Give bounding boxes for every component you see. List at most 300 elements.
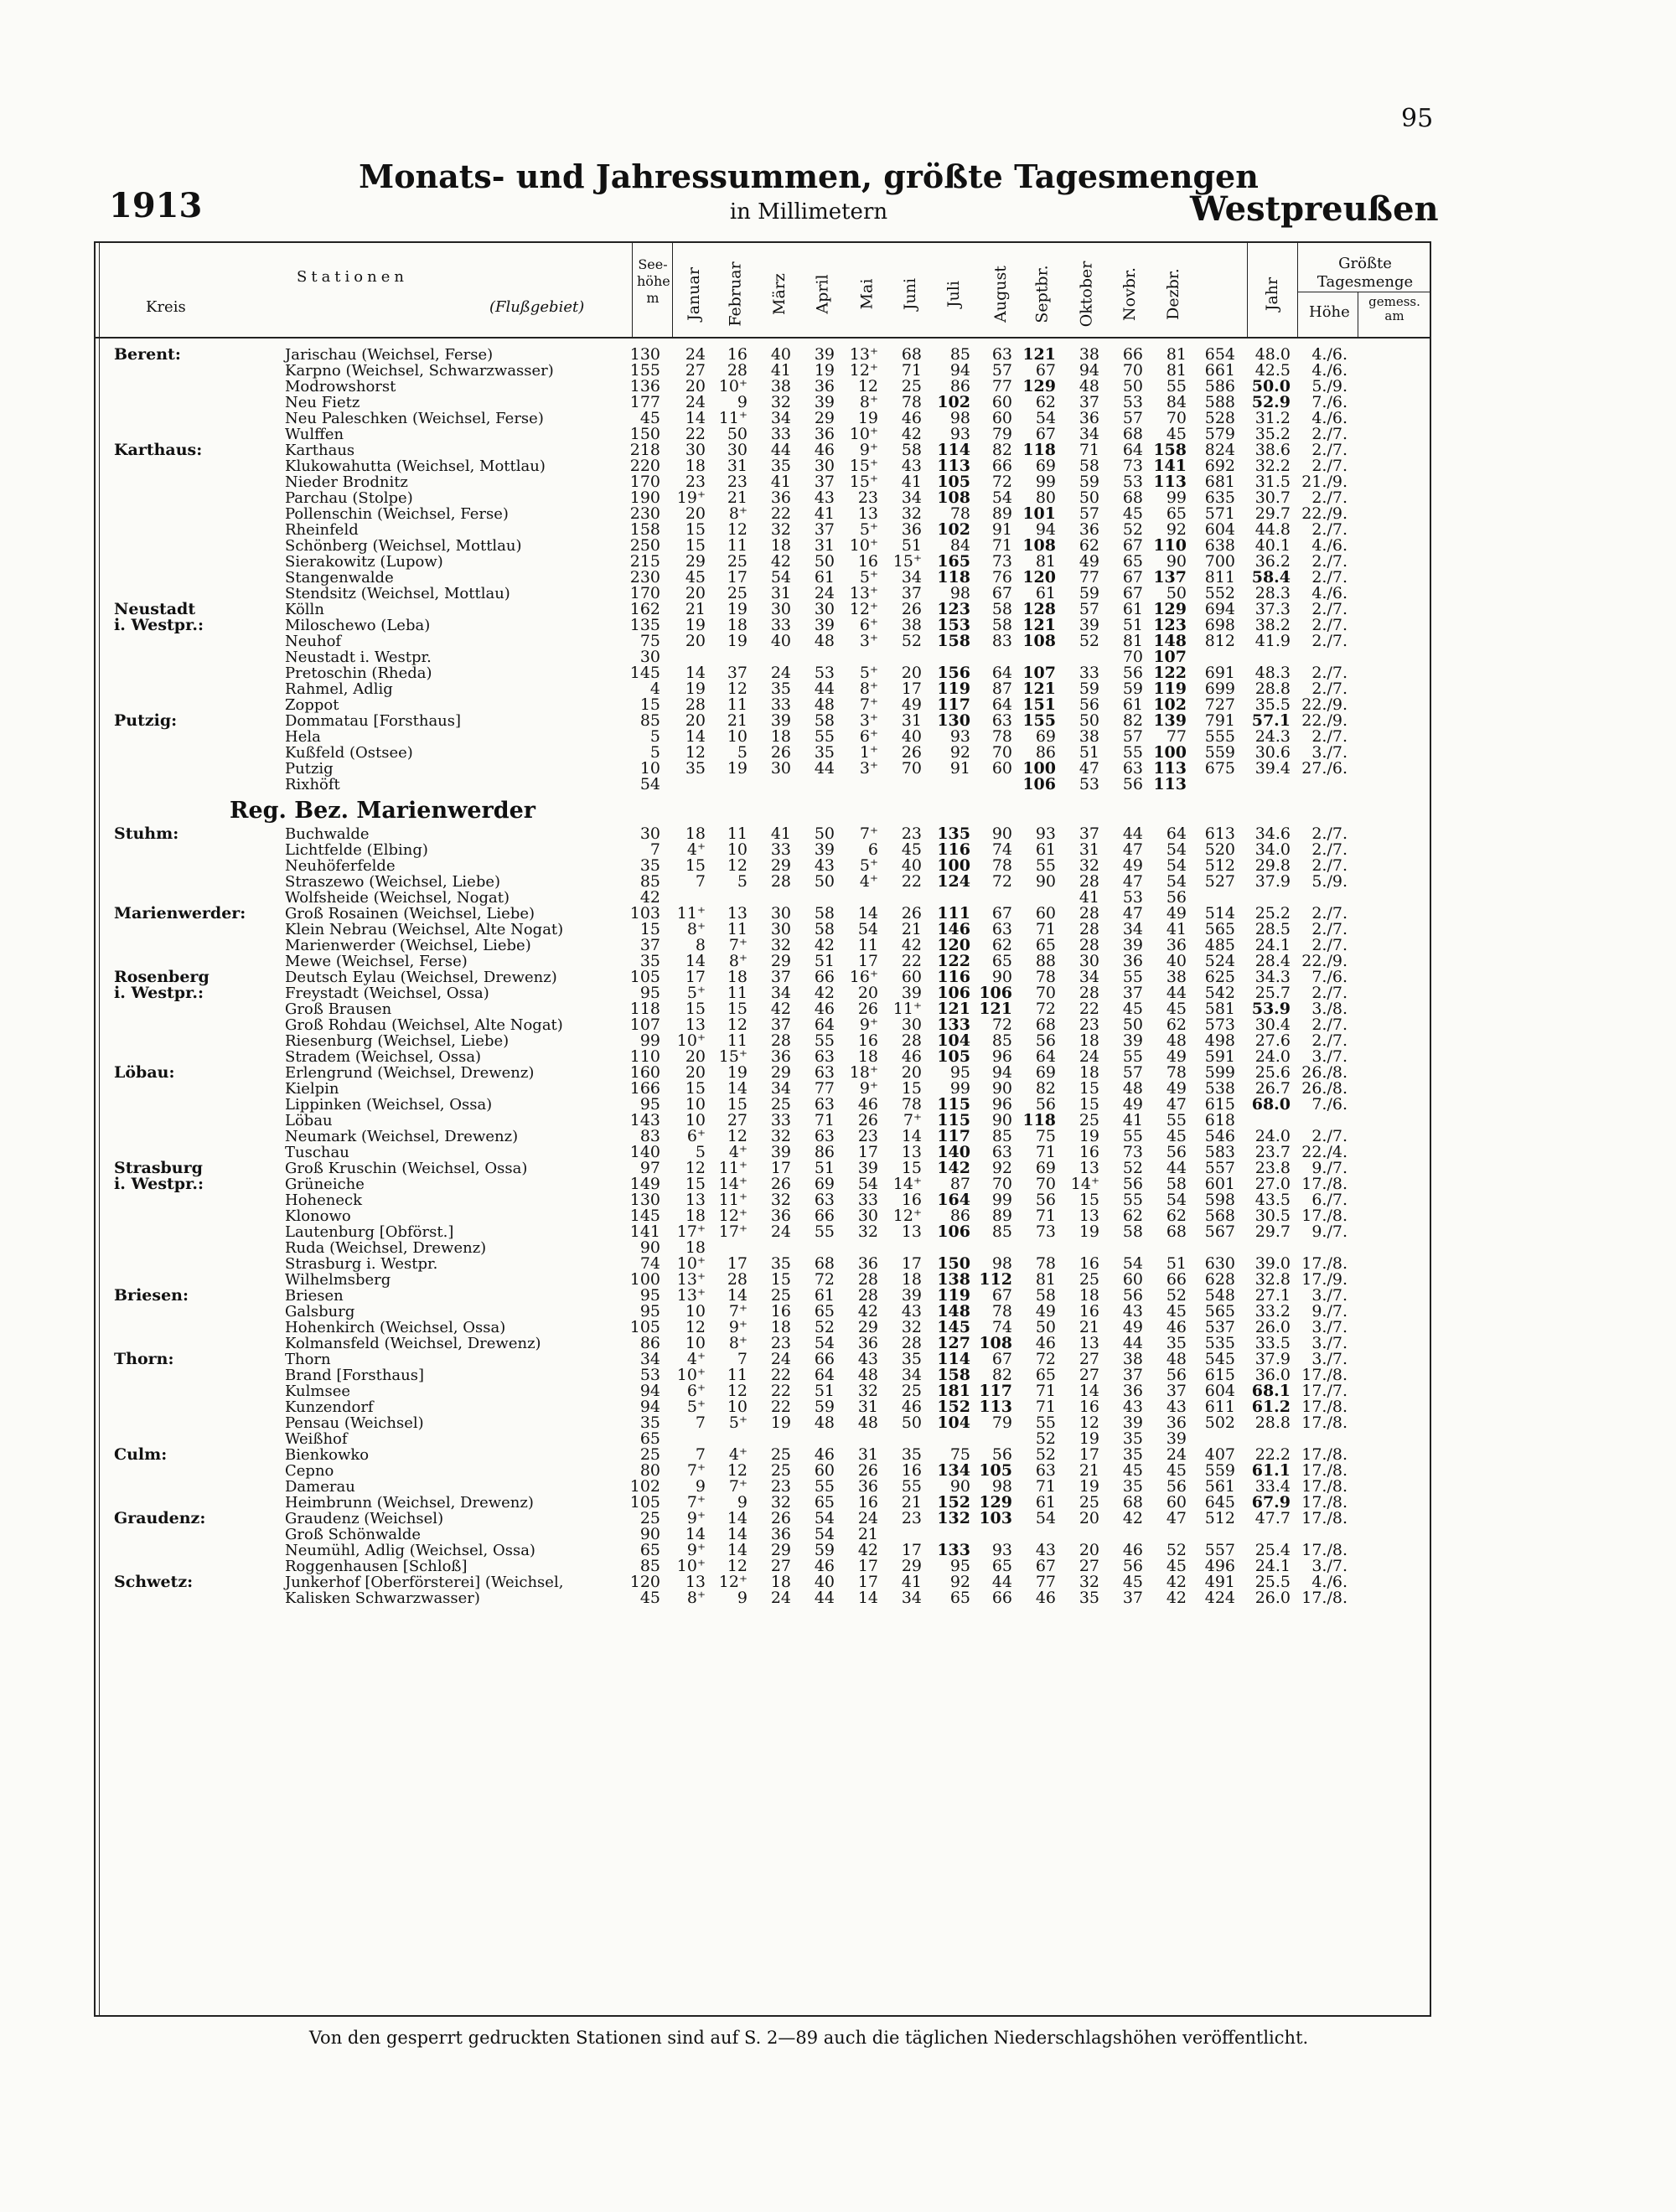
value-cell: 2./7.: [1311, 664, 1348, 682]
value-cell: 18: [770, 1573, 791, 1591]
value-cell: 36: [770, 488, 791, 507]
value-cell: 94: [639, 1398, 660, 1416]
value-cell: 16: [857, 1031, 878, 1050]
header-month: [850, 258, 883, 329]
value-cell: 54: [1035, 409, 1056, 427]
value-cell: 47.7: [1254, 1509, 1291, 1527]
value-cell: 613: [1204, 824, 1235, 843]
value-cell: 105: [979, 1461, 1012, 1480]
value-cell: 55: [814, 727, 835, 746]
value-cell: 45: [901, 840, 922, 859]
value-cell: 83: [991, 632, 1012, 650]
value-cell: 23: [857, 1127, 878, 1145]
value-cell: 22./4.: [1301, 1143, 1348, 1161]
value-cell: 87: [991, 680, 1012, 698]
value-cell: 81: [1035, 1270, 1056, 1289]
value-cell: 34.0: [1254, 840, 1291, 859]
header-year-label: Jahr: [1263, 276, 1282, 311]
value-cell: 17./8.: [1301, 1254, 1348, 1273]
value-cell: 9⁺: [728, 1318, 747, 1336]
value-cell: 17./9.: [1301, 1270, 1348, 1289]
value-cell: 36: [770, 1207, 791, 1225]
value-cell: 15⁺: [718, 1047, 747, 1066]
value-cell: 28.8: [1254, 1414, 1291, 1432]
value-cell: 54: [991, 488, 1012, 507]
value-cell: 35: [770, 1254, 791, 1273]
value-cell: 22./9.: [1301, 952, 1348, 970]
value-cell: 90: [991, 824, 1012, 843]
station-cell: Straszewo (Weichsel, Liebe): [285, 873, 501, 891]
value-cell: 10: [685, 1302, 706, 1320]
value-cell: 121: [1022, 680, 1056, 698]
value-cell: 36: [1166, 1414, 1187, 1432]
value-cell: 44: [814, 1589, 835, 1607]
value-cell: 4⁺: [728, 1143, 747, 1161]
value-cell: 11⁺: [892, 1000, 922, 1018]
value-cell: 15: [1079, 1191, 1099, 1209]
kreis-cell: Marienwerder:: [114, 904, 246, 923]
value-cell: 160: [629, 1063, 660, 1082]
value-cell: 42: [1166, 1589, 1187, 1607]
value-cell: 59: [814, 1541, 835, 1559]
value-cell: 63: [814, 1063, 835, 1082]
value-cell: 645: [1204, 1493, 1235, 1512]
value-cell: 38: [901, 616, 922, 634]
value-cell: 4./6.: [1311, 345, 1348, 364]
value-cell: 158: [1153, 441, 1187, 459]
value-cell: 53: [1079, 775, 1099, 793]
value-cell: 54: [814, 1509, 835, 1527]
value-cell: 61.2: [1251, 1398, 1291, 1416]
value-cell: 130: [629, 1191, 660, 1209]
value-cell: 31: [857, 1398, 878, 1416]
value-cell: 46: [1166, 1318, 1187, 1336]
value-cell: 42: [857, 1541, 878, 1559]
header-month: [1156, 258, 1190, 329]
value-cell: 59: [1079, 473, 1099, 491]
value-cell: 107: [1022, 664, 1056, 682]
value-cell: 44.8: [1254, 520, 1291, 539]
value-cell: 692: [1204, 457, 1235, 475]
value-cell: 17: [685, 968, 706, 986]
value-cell: 15⁺: [892, 552, 922, 571]
value-cell: 138: [937, 1270, 970, 1289]
value-cell: 48: [1122, 1079, 1143, 1098]
value-cell: 33: [857, 1191, 878, 1209]
table-row: [96, 1224, 1430, 1240]
header-max-height: Höhe: [1309, 303, 1350, 321]
station-cell: Lichtfelde (Elbing): [285, 841, 428, 859]
value-cell: 5: [649, 743, 660, 762]
value-cell: 7: [695, 872, 706, 891]
value-cell: 42: [1166, 1573, 1187, 1591]
header-max-date: [1361, 295, 1428, 323]
kreis-cell: Putzig:: [114, 711, 178, 730]
value-cell: 12⁺: [849, 361, 878, 380]
value-cell: 95: [949, 1063, 970, 1082]
value-cell: 50: [814, 872, 835, 891]
value-cell: 10: [685, 1095, 706, 1114]
value-cell: 85: [991, 1031, 1012, 1050]
value-cell: 46: [1035, 1589, 1056, 1607]
value-cell: 9⁺: [859, 1016, 878, 1034]
value-cell: 26./8.: [1301, 1063, 1348, 1082]
value-cell: 63: [991, 1143, 1012, 1161]
value-cell: 11: [727, 984, 747, 1002]
value-cell: 146: [937, 920, 970, 938]
value-cell: 2./7.: [1311, 840, 1348, 859]
value-cell: 17./8.: [1301, 1175, 1348, 1193]
station-cell: Klonowo: [285, 1207, 351, 1225]
value-cell: 31: [1079, 840, 1099, 859]
value-cell: 579: [1204, 425, 1235, 443]
value-cell: 32: [770, 1191, 791, 1209]
value-cell: 13: [857, 504, 878, 523]
value-cell: 29.8: [1254, 856, 1291, 875]
value-cell: 22: [770, 504, 791, 523]
value-cell: 77: [991, 377, 1012, 395]
value-cell: 57: [1122, 727, 1143, 746]
value-cell: 78: [901, 1095, 922, 1114]
value-cell: 32: [901, 504, 922, 523]
value-cell: 4⁺: [859, 872, 878, 891]
value-cell: 10: [685, 1334, 706, 1352]
value-cell: 12: [727, 1127, 747, 1145]
value-cell: 108: [1022, 536, 1056, 555]
value-cell: 92: [1166, 520, 1187, 539]
value-cell: 149: [629, 1175, 660, 1193]
value-cell: 39: [770, 1143, 791, 1161]
value-cell: 136: [629, 377, 660, 395]
value-cell: 22: [1079, 1000, 1099, 1018]
value-cell: 25: [727, 584, 747, 602]
value-cell: 47: [1166, 1509, 1187, 1527]
value-cell: 63: [991, 345, 1012, 364]
value-cell: 25: [770, 1286, 791, 1305]
value-cell: 88: [1035, 952, 1056, 970]
value-cell: 74: [639, 1254, 660, 1273]
value-cell: 61.1: [1251, 1461, 1291, 1480]
value-cell: 117: [937, 695, 970, 714]
value-cell: 36: [857, 1334, 878, 1352]
value-cell: 122: [937, 952, 970, 970]
value-cell: 52: [1166, 1286, 1187, 1305]
value-cell: 40: [901, 856, 922, 875]
value-cell: 37: [1079, 824, 1099, 843]
value-cell: 628: [1204, 1270, 1235, 1289]
value-cell: 67: [1035, 425, 1056, 443]
value-cell: 28: [1079, 904, 1099, 923]
value-cell: 50: [814, 824, 835, 843]
value-cell: 98: [949, 409, 970, 427]
value-cell: 38: [1122, 1350, 1143, 1368]
value-cell: 65: [1166, 504, 1187, 523]
value-cell: 68: [1122, 1493, 1143, 1512]
value-cell: 41: [770, 361, 791, 380]
value-cell: 727: [1204, 695, 1235, 714]
value-cell: 56: [1122, 664, 1143, 682]
value-cell: 40: [1166, 952, 1187, 970]
value-cell: 71: [901, 361, 922, 380]
value-cell: 47: [1079, 759, 1099, 778]
value-cell: 12: [727, 520, 747, 539]
value-cell: 635: [1204, 488, 1235, 507]
station-cell: Kolmansfeld (Weichsel, Drewenz): [285, 1335, 541, 1352]
value-cell: 56: [1166, 1143, 1187, 1161]
value-cell: 45: [1122, 1000, 1143, 1018]
value-cell: 38.6: [1254, 441, 1291, 459]
value-cell: 18: [1079, 1063, 1099, 1082]
value-cell: 555: [1204, 727, 1235, 746]
value-cell: 30: [770, 600, 791, 618]
value-cell: 129: [979, 1493, 1012, 1512]
value-cell: 24: [814, 584, 835, 602]
value-cell: 78: [1166, 1063, 1187, 1082]
value-cell: 10: [685, 1111, 706, 1129]
station-cell: Bienkowko: [285, 1446, 370, 1464]
value-cell: 104: [937, 1031, 970, 1050]
value-cell: 15: [770, 1270, 791, 1289]
value-cell: 90: [991, 1079, 1012, 1098]
value-cell: 98: [991, 1254, 1012, 1273]
value-cell: 43: [1166, 1398, 1187, 1416]
value-cell: 11⁺: [676, 904, 706, 923]
value-cell: 106: [937, 984, 970, 1002]
value-cell: 94: [1035, 520, 1056, 539]
value-cell: 181: [937, 1382, 970, 1400]
kreis-cell: i. Westpr.:: [114, 984, 204, 1002]
value-cell: 691: [1204, 664, 1235, 682]
value-cell: 78: [991, 856, 1012, 875]
value-cell: 106: [979, 984, 1012, 1002]
station-cell: Thorn: [285, 1351, 331, 1368]
station-cell: Karpno (Weichsel, Schwarzwasser): [285, 362, 554, 380]
value-cell: 63: [991, 920, 1012, 938]
value-cell: 51: [814, 952, 835, 970]
value-cell: 19: [857, 409, 878, 427]
value-cell: 37: [727, 664, 747, 682]
value-cell: 17⁺: [676, 1222, 706, 1241]
value-cell: 21: [1079, 1461, 1099, 1480]
value-cell: 35: [770, 457, 791, 475]
value-cell: 32: [857, 1222, 878, 1241]
value-cell: 114: [937, 1350, 970, 1368]
kreis-cell: i. Westpr.:: [114, 1175, 204, 1193]
value-cell: 36: [814, 425, 835, 443]
value-cell: 12: [857, 377, 878, 395]
value-cell: 46: [814, 1000, 835, 1018]
value-cell: 65: [814, 1302, 835, 1320]
station-cell: Pretoschin (Rheda): [285, 664, 432, 682]
value-cell: 39: [814, 393, 835, 411]
value-cell: 95: [639, 1302, 660, 1320]
value-cell: 166: [629, 1079, 660, 1098]
value-cell: 9: [737, 393, 747, 411]
value-cell: 11: [727, 536, 747, 555]
header-month-label: April: [814, 273, 832, 314]
value-cell: 40: [814, 1573, 835, 1591]
value-cell: 2./7.: [1311, 727, 1348, 746]
kreis-cell: Thorn:: [114, 1350, 174, 1368]
value-cell: 33.4: [1254, 1477, 1291, 1496]
value-cell: 26: [857, 1111, 878, 1129]
value-cell: 97: [639, 1159, 660, 1177]
value-cell: 43: [814, 488, 835, 507]
value-cell: 48.3: [1254, 664, 1291, 682]
value-cell: 51: [901, 536, 922, 555]
region-label: Westpreußen: [1190, 189, 1439, 229]
value-cell: 148: [1153, 632, 1187, 650]
value-cell: 155: [1022, 711, 1056, 730]
value-cell: 34: [901, 488, 922, 507]
value-cell: 70: [1122, 361, 1143, 380]
value-cell: 170: [629, 473, 660, 491]
value-cell: 81: [1035, 552, 1056, 571]
value-cell: 65: [639, 1541, 660, 1559]
value-cell: 21: [901, 920, 922, 938]
value-cell: 14: [727, 1509, 747, 1527]
header-month-label: August: [991, 265, 1010, 323]
value-cell: 16: [857, 1493, 878, 1512]
value-cell: 56: [1035, 1191, 1056, 1209]
value-cell: 170: [629, 584, 660, 602]
value-cell: 11⁺: [718, 1191, 747, 1209]
value-cell: 23: [727, 473, 747, 491]
value-cell: 105: [629, 968, 660, 986]
value-cell: 57: [991, 361, 1012, 380]
station-cell: Roggenhausen [Schloß]: [285, 1558, 468, 1575]
header-month: [984, 258, 1017, 329]
value-cell: 99: [1166, 488, 1187, 507]
value-cell: 11: [727, 824, 747, 843]
station-cell: Heimbrunn (Weichsel, Drewenz): [285, 1494, 534, 1512]
value-cell: 67: [1122, 568, 1143, 587]
station-cell: Neumark (Weichsel, Drewenz): [285, 1128, 519, 1145]
value-cell: 21./9.: [1301, 473, 1348, 491]
station-cell: Damerau: [285, 1478, 355, 1496]
value-cell: 120: [937, 936, 970, 954]
value-cell: 68.0: [1251, 1095, 1291, 1114]
value-cell: 12: [1079, 1414, 1099, 1432]
value-cell: 60: [991, 759, 1012, 778]
value-cell: 37: [1122, 1366, 1143, 1384]
value-cell: 52: [901, 632, 922, 650]
value-cell: 512: [1204, 1509, 1235, 1527]
value-cell: 12: [727, 1461, 747, 1480]
value-cell: 36.2: [1254, 552, 1291, 571]
value-cell: 122: [1153, 664, 1187, 682]
value-cell: 34: [1079, 968, 1099, 986]
value-cell: 7⁺: [686, 1493, 706, 1512]
value-cell: 78: [991, 727, 1012, 746]
value-cell: 61: [814, 1286, 835, 1305]
value-cell: 26./8.: [1301, 1079, 1348, 1098]
value-cell: 26: [901, 904, 922, 923]
station-cell: Stendsitz (Weichsel, Mottlau): [285, 585, 510, 602]
value-cell: 53: [1122, 473, 1143, 491]
value-cell: 55: [1035, 856, 1056, 875]
table-row: [96, 761, 1430, 777]
value-cell: 601: [1204, 1175, 1235, 1193]
value-cell: 124: [937, 872, 970, 891]
value-cell: 90: [949, 1477, 970, 1496]
value-cell: 51: [1122, 616, 1143, 634]
value-cell: 7⁺: [903, 1111, 922, 1129]
value-cell: 30: [770, 920, 791, 938]
value-cell: 60: [1166, 1493, 1187, 1512]
value-cell: 37: [814, 473, 835, 491]
value-cell: 4./6.: [1311, 536, 1348, 555]
station-cell: Schönberg (Weichsel, Mottlau): [285, 537, 522, 555]
value-cell: 13⁺: [676, 1286, 706, 1305]
value-cell: 44: [770, 441, 791, 459]
value-cell: 81: [1166, 361, 1187, 380]
value-cell: 118: [1022, 1111, 1056, 1129]
table-body: [96, 347, 1430, 1606]
value-cell: 99: [991, 1191, 1012, 1209]
value-cell: 46: [901, 409, 922, 427]
value-cell: 3./7.: [1311, 1047, 1348, 1066]
value-cell: 89: [991, 504, 1012, 523]
value-cell: 24: [857, 1509, 878, 1527]
value-cell: 53: [1122, 393, 1143, 411]
value-cell: 557: [1204, 1159, 1235, 1177]
value-cell: 28: [727, 1270, 747, 1289]
station-cell: Marienwerder (Weichsel, Liebe): [285, 937, 531, 954]
value-cell: 28.8: [1254, 680, 1291, 698]
value-cell: 15: [1079, 1095, 1099, 1114]
value-cell: 42: [770, 552, 791, 571]
value-cell: 151: [1022, 695, 1056, 714]
value-cell: 30: [901, 1016, 922, 1034]
value-cell: 190: [629, 488, 660, 507]
value-cell: 84: [1166, 393, 1187, 411]
value-cell: 7⁺: [728, 1477, 747, 1496]
header-month: [1113, 258, 1146, 329]
value-cell: 2./7.: [1311, 984, 1348, 1002]
value-cell: 2./7.: [1311, 600, 1348, 618]
value-cell: 55: [901, 1477, 922, 1496]
value-cell: 106: [1022, 775, 1056, 793]
value-cell: 46: [814, 1557, 835, 1575]
value-cell: 18: [1079, 1286, 1099, 1305]
value-cell: 39: [1122, 936, 1143, 954]
value-cell: 12⁺: [718, 1573, 747, 1591]
value-cell: 567: [1204, 1222, 1235, 1241]
value-cell: 17: [857, 1143, 878, 1161]
value-cell: 58: [1079, 457, 1099, 475]
value-cell: 71: [1035, 1398, 1056, 1416]
value-cell: 155: [629, 361, 660, 380]
value-cell: 2./7.: [1311, 1016, 1348, 1034]
value-cell: 18: [770, 727, 791, 746]
value-cell: 17./8.: [1301, 1445, 1348, 1464]
value-cell: 13: [901, 1143, 922, 1161]
footnote: Von den gesperrt gedruckten Stationen sind auf S. 2—89 auch die täglichen Niederschlagshöhen veröffentlicht.: [308, 2028, 1309, 2048]
value-cell: 32: [770, 936, 791, 954]
value-cell: 35: [1122, 1429, 1143, 1448]
value-cell: 78: [1035, 1254, 1056, 1273]
value-cell: 39: [1122, 1031, 1143, 1050]
value-cell: 9./7.: [1311, 1302, 1348, 1320]
value-cell: 86: [814, 1143, 835, 1161]
value-cell: 16: [770, 1302, 791, 1320]
value-cell: 60: [991, 409, 1012, 427]
value-cell: 62: [1035, 393, 1056, 411]
value-cell: 24.1: [1254, 936, 1291, 954]
value-cell: 36: [1166, 936, 1187, 954]
value-cell: 33.2: [1254, 1302, 1291, 1320]
